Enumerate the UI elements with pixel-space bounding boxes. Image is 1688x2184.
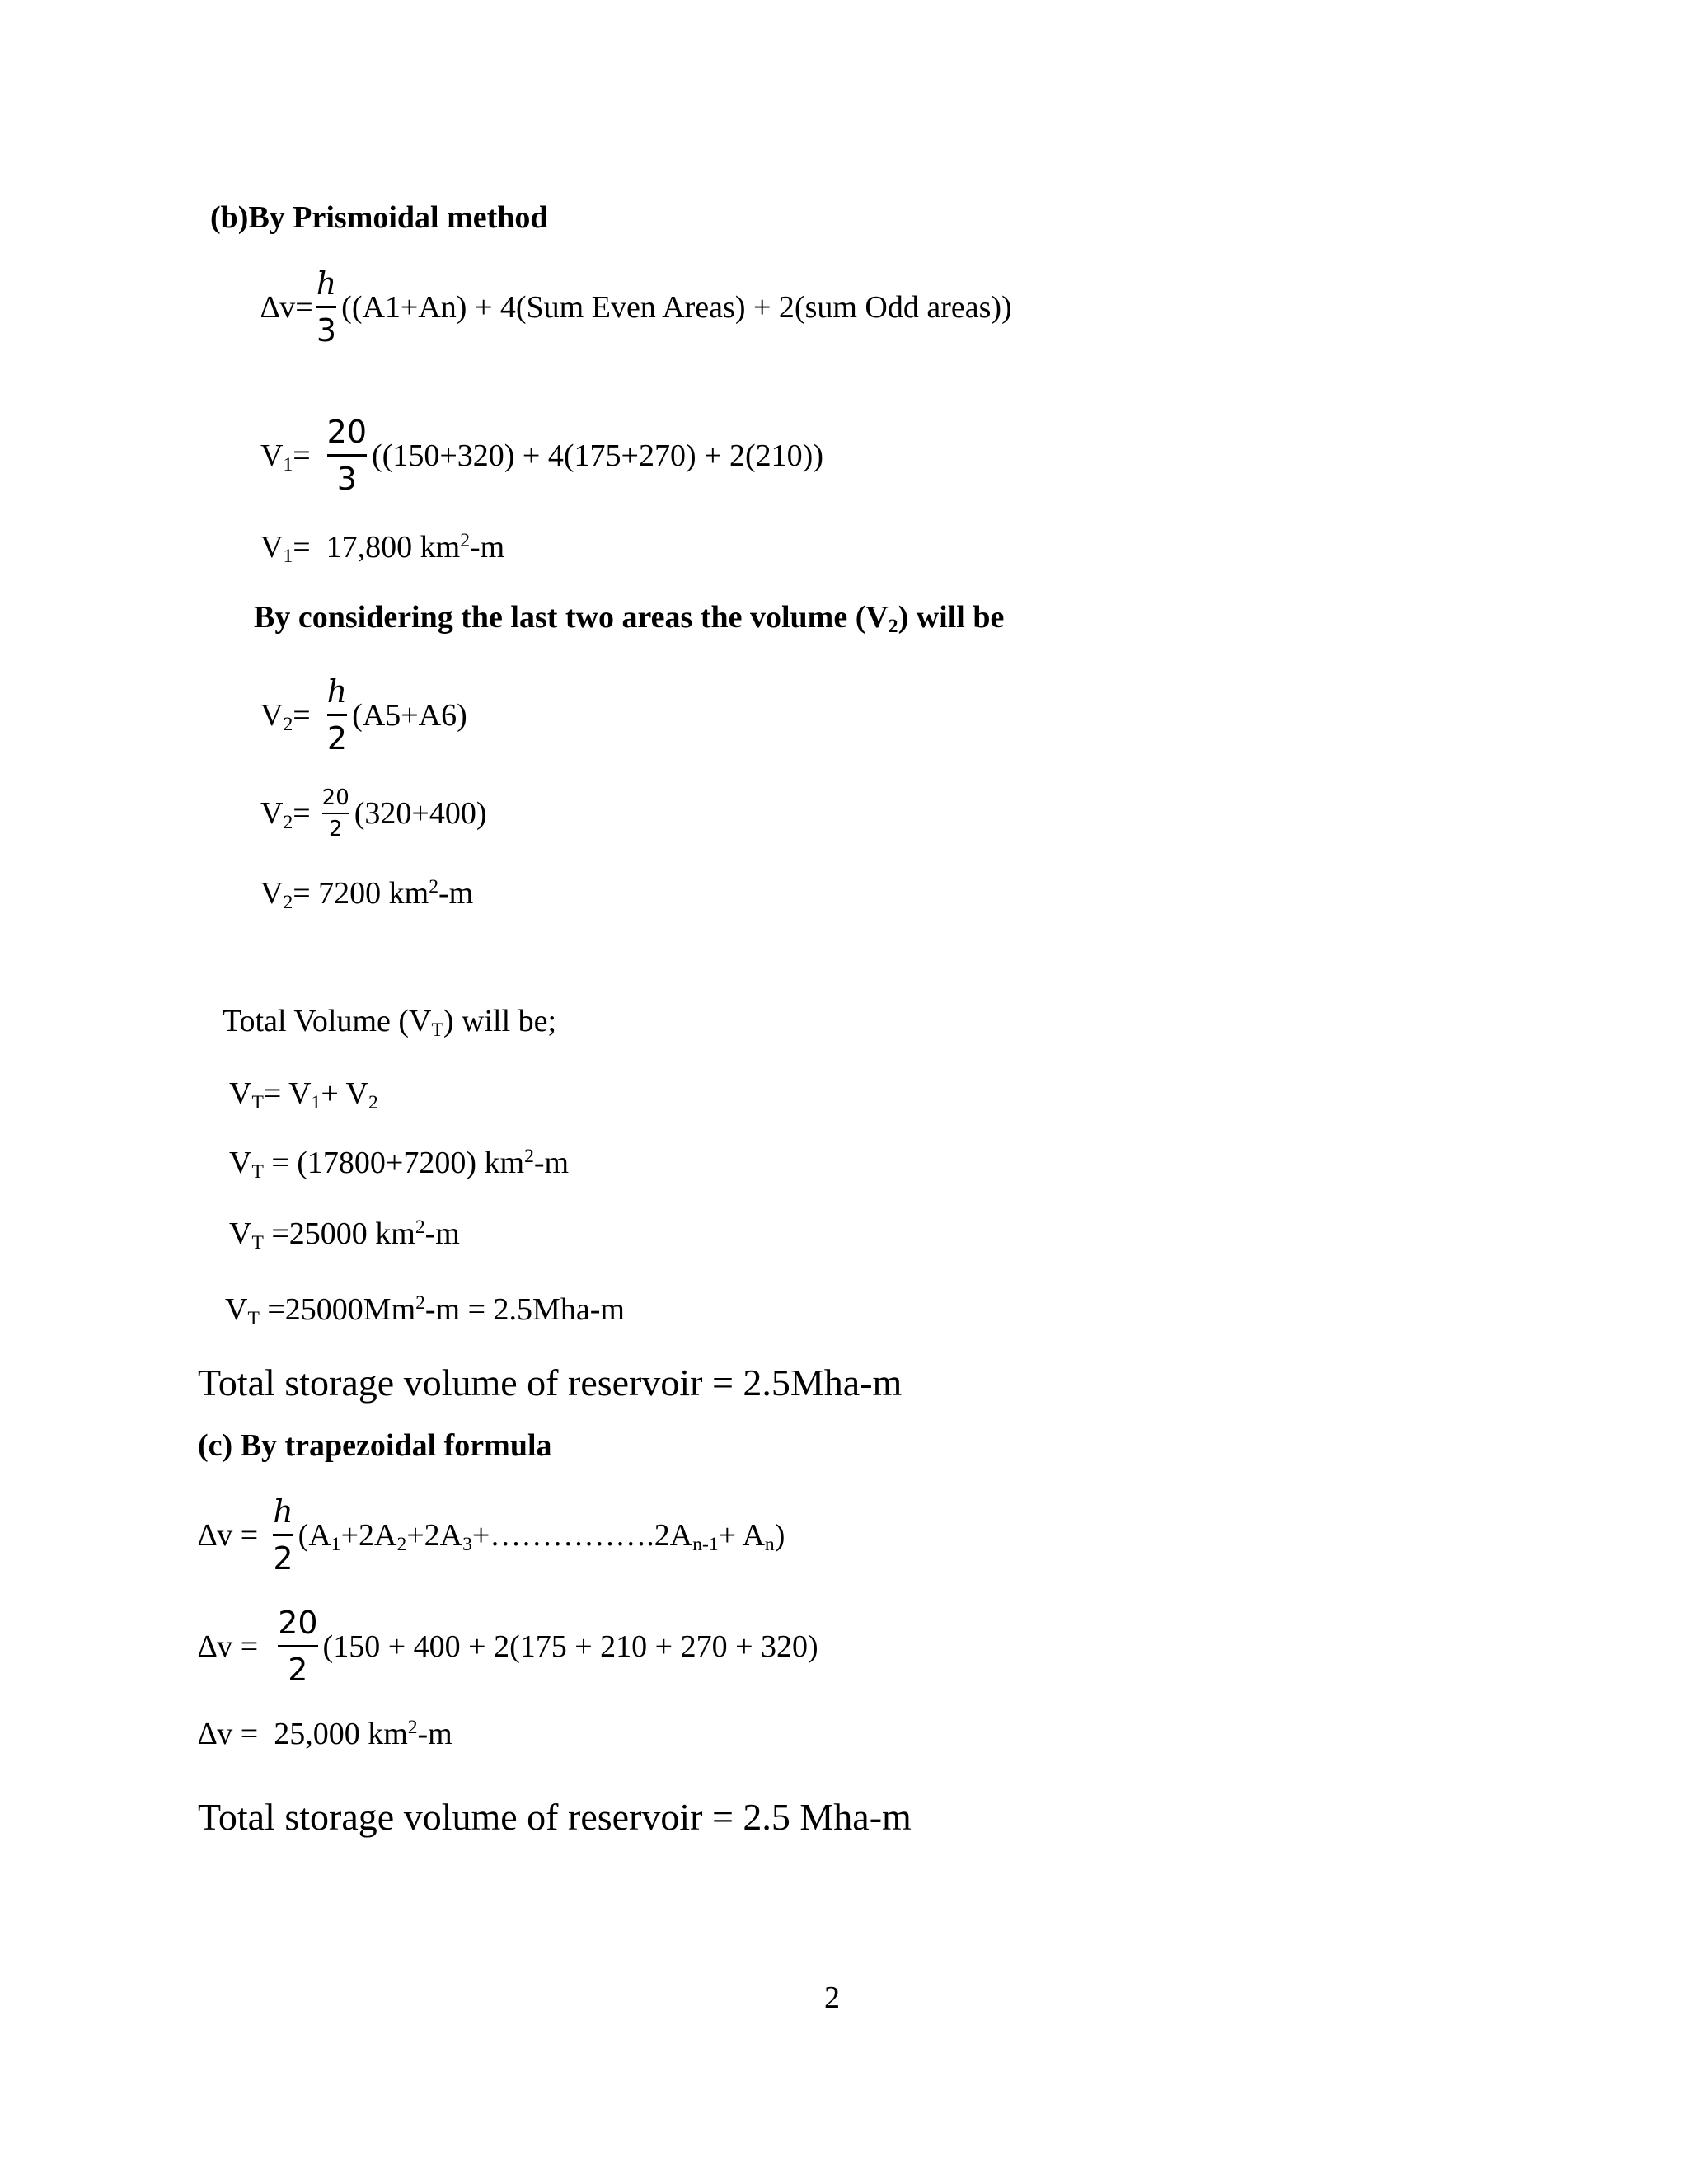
fraction-denominator: 3: [316, 312, 337, 349]
prismoidal-formula: [260, 265, 1012, 349]
formula-lhs: ∆v=: [260, 289, 313, 325]
vt-conversion: $V_T =25000Mm^2-m = 2.5Mha-m$: [225, 1292, 625, 1329]
vt-substitution: $V_T = (17800+7200)$ $km^2-m$: [229, 1146, 570, 1183]
v2-substitution: $V_2=$ $\frac{20}{2}$ (320+400): [260, 785, 487, 841]
fraction-h-over-3: [316, 265, 337, 349]
v1-rhs: ((150+320) + 4(175+270) + 2(210)): [372, 438, 823, 473]
fraction-20-over-2: $\frac{20}{2}$: [278, 1605, 318, 1688]
fraction-20-over-2-small: $\frac{20}{2}$: [321, 785, 349, 841]
trapezoidal-substitution: ∆v = $\frac{20}{2}$ (150 + 400 + 2(175 + 210 + 270 + 320): [198, 1605, 818, 1688]
section-c-conclusion: Total storage volume of reservoir = 2.5 Mha-m: [198, 1796, 912, 1838]
section-c-heading: (c) By trapezoidal formula: [198, 1428, 552, 1463]
fraction-h-over-2: $\frac{h}{2}$: [273, 1493, 293, 1577]
trapezoidal-formula: [198, 1493, 785, 1577]
trapezoidal-lhs: ∆v =: [198, 1517, 259, 1553]
page-number: 2: [824, 1980, 840, 2015]
trapezoidal-subst-rhs: (150 + 400 + 2(175 + 210 + 270 + 320): [322, 1629, 818, 1664]
vt-sum: $V_T= V_1+ V_2$: [229, 1076, 378, 1113]
v1-lhs: $V_1=$: [260, 438, 311, 476]
v2-note: By considering the last two areas the volume $(V_2)$ will be: [254, 600, 1005, 637]
fraction-20-over-3: $\frac{20}{3}$: [326, 414, 368, 497]
section-b-conclusion: Total storage volume of reservoir = 2.5Mha-m: [198, 1361, 903, 1404]
fraction-numerator: h: [316, 265, 337, 302]
vt-result: $V_T =25000$ $km^2-m$: [229, 1216, 460, 1254]
v2-formula: $V_2=$ $\frac{h}{2}$ (A5+A6): [260, 673, 467, 757]
v1-substitution: [260, 414, 823, 497]
formula-rhs: ((A1+An) + 4(Sum Even Areas) + 2(sum Odd areas)): [341, 289, 1012, 325]
v1-result: $V_1= 17,800$ $km^2-m$: [260, 530, 505, 567]
fraction-h-over-2: $\frac{h}{2}$: [326, 673, 348, 757]
v2-formula-rhs: (A5+A6): [352, 697, 467, 733]
trapezoidal-result: ∆v = 25,000 $km^2-m$: [198, 1717, 452, 1751]
total-volume-intro: Total Volume $(V_T)$ will be;: [223, 1004, 557, 1041]
trapezoidal-rhs: $(A_1+2A_2+2A_3+\dots\dots\dots\dots\dots.2A_{n-1}+ A_n)$: [298, 1517, 785, 1555]
v2-subst-rhs: (320+400): [354, 796, 487, 831]
v2-result: $V_2= 7200$ $km^2-m$: [260, 876, 474, 913]
section-b-heading: (b)By Prismoidal method: [210, 200, 548, 235]
